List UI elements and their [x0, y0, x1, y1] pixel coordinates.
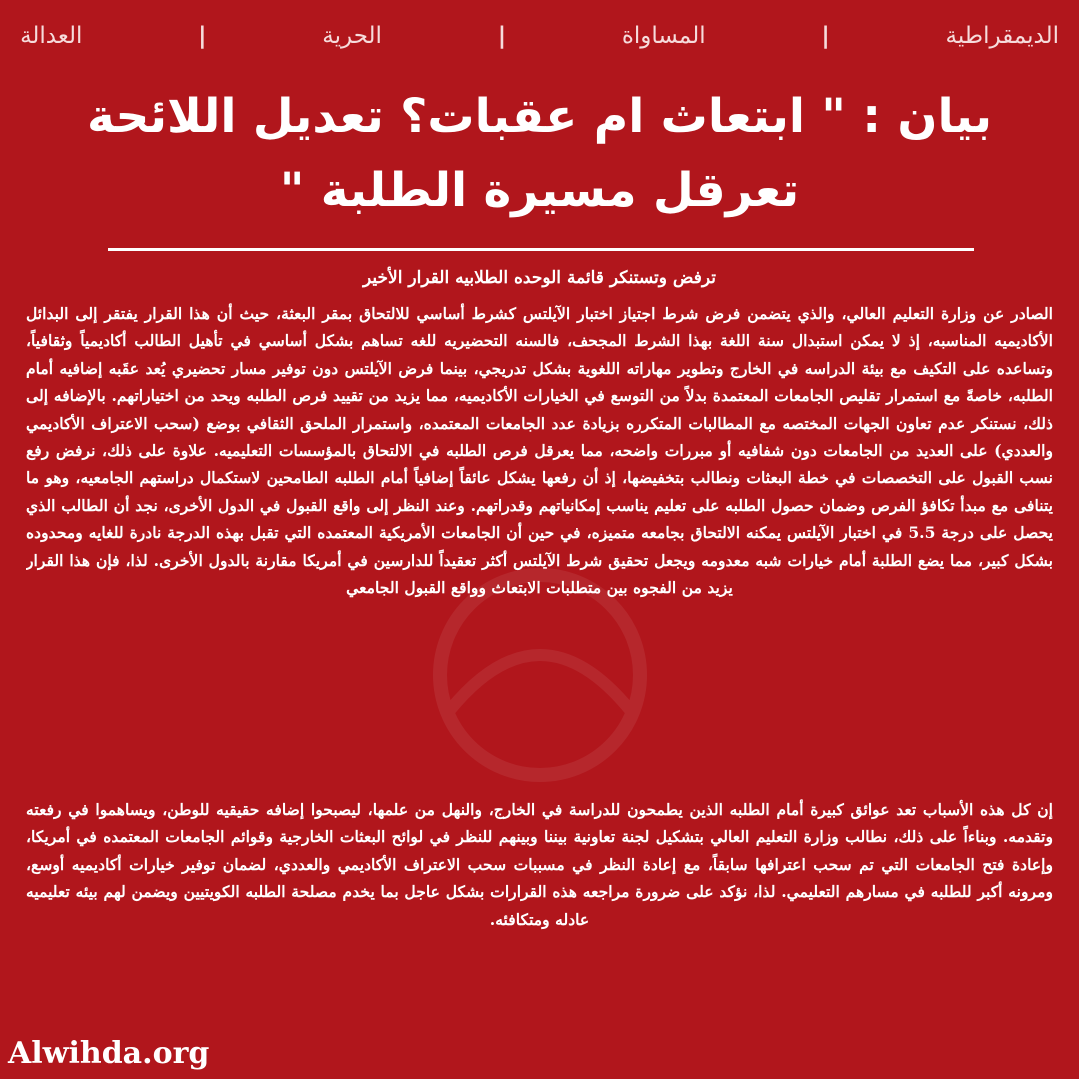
- tagline-item-democracy: الديمقراطية: [945, 23, 1059, 49]
- title-divider: [108, 248, 974, 251]
- title-line-2: تعرقل مسيرة الطلبة ": [279, 163, 800, 218]
- tagline-item-justice: العدالة: [20, 23, 83, 49]
- body-paragraph-2: إن كل هذه الأسباب تعد عوائق كبيرة أمام الطلبه الذين يطمحون للدراسة في الخارج، والنهل من علمها، ليصبحوا إضافه حقيقيه للوطن، ويساهموا في رفعته وتقدمه. وبناءاً على ذلك، نطالب وزارة التعليم العالي بتشكيل لجنة تعاونية بيننا وبينهم للنظر في لوائح البعثات الخارجية وقوائم الجامعات المعتمده في أمريكا، وإعادة فتح الجامعات التي تم سحب اعترافها سابقاً، مع إعادة النظر في مسببات سحب الاعتراف الأكاديمي والعددي، لضمان توفير خيارات أكاديميه أوسع، ومرونه أكبر للطلبه في مسارهم التعليمي. لذا، نؤكد على ضرورة مراجعه هذه القرارات بشكل عاجل بما يخدم مصلحة الطلبه الكويتيين ويضمن لهم بيئه تعليميه عادله ومتكافئه.: [26, 800, 1053, 929]
- tagline-separator: |: [821, 23, 830, 49]
- tagline-item-freedom: الحرية: [322, 23, 382, 49]
- values-tagline: [20, 18, 1059, 54]
- tagline-separator: |: [497, 23, 507, 49]
- tagline-item-equality: المساواة: [621, 23, 706, 49]
- tagline-separator: |: [198, 23, 207, 49]
- intro-line: ترفض وتستنكر قائمة الوحده الطلابيه القرار الأخير: [363, 268, 716, 288]
- body-paragraph-1: الصادر عن وزارة التعليم العالي، والذي يتضمن فرض شرط اجتياز اختبار الآيلتس كشرط أساسي للالتحاق بمقر البعثة، حيث أن هذا القرار يفتقر إلى البدائل الأكاديميه المناسبه، إذ لا يمكن استبدال سنة اللغة بهذا الشرط المجحف، فالسنه التحضيريه للغه تساهم بشكل أساسي في تأهيل الطالب أكاديمياً وثقافياً، وتساعده على التكيف مع بيئة الدراسه في الخارج وتطوير مهاراته اللغوية بشكل تدريجي، بينما فرض الآيلتس دون توفير مسار تحضيري يُعد عقَبه إضافيه أمام الطلبه، خاصةً مع استمرار تقليص الجامعات المعتمدة بدلاً من التوسع في الخيارات الأكاديميه، مما يزيد من تقييد فرص الطلبه ويحد من اختياراتهم. بالإضافه إلى ذلك، نستنكر عدم تعاون الجهات المختصه مع المطالبات المتكرره بزيادة عدد الجامعات المعتمده، واستمرار الملحق الثقافي بوضع (سحب الاعتراف الأكاديمي والعددي) على العديد من الجامعات دون شفافيه أو مبررات واضحه، مما يعرقل فرص الطلبه في الالتحاق بالمؤسسات التعليميه. علاوة على ذلك، نرفض رفع نسب القبول على التخصصات في خطة البعثات ونطالب بتخفيضها، إذ أن رفعها يشكل عائقاً إضافياً أمام الطلبه الطامحين لاستكمال دراستهم الجامعيه، وهو ما يتنافى مع مبدأ تكافؤ الفرص وضمان حصول الطلبه على تعليم يناسب إمكانياتهم وقدراتهم. وعند النظر إلى واقع القبول في الدول الأخرى، نجد أن الطالب الذي يحصل على درجة 5.5 في اختبار الآيلتس يمكنه الالتحاق بجامعه متميزه، في حين أن الجامعات الأمريكية المعتمده التي تقبل بهذه الدرجة نادرة للغايه ومحدوده بشكل كبير، مما يضع الطلبة أمام خيارات شبه معدومه ويجعل تحقيق شرط الآيلتس أكثر تعقيداً للدارسين في أمريكا مقارنة بالدول الأخرى. لذا، فإن هذا القرار يزيد من الفجوه بين متطلبات الابتعاث وواقع القبول الجامعي: [26, 304, 1053, 598]
- site-url: Alwihda.org: [8, 1036, 210, 1071]
- statement-title: [60, 80, 1019, 228]
- title-line-1: بيان : " ابتعاث ام عقبات؟ تعديل اللائحة: [87, 89, 992, 144]
